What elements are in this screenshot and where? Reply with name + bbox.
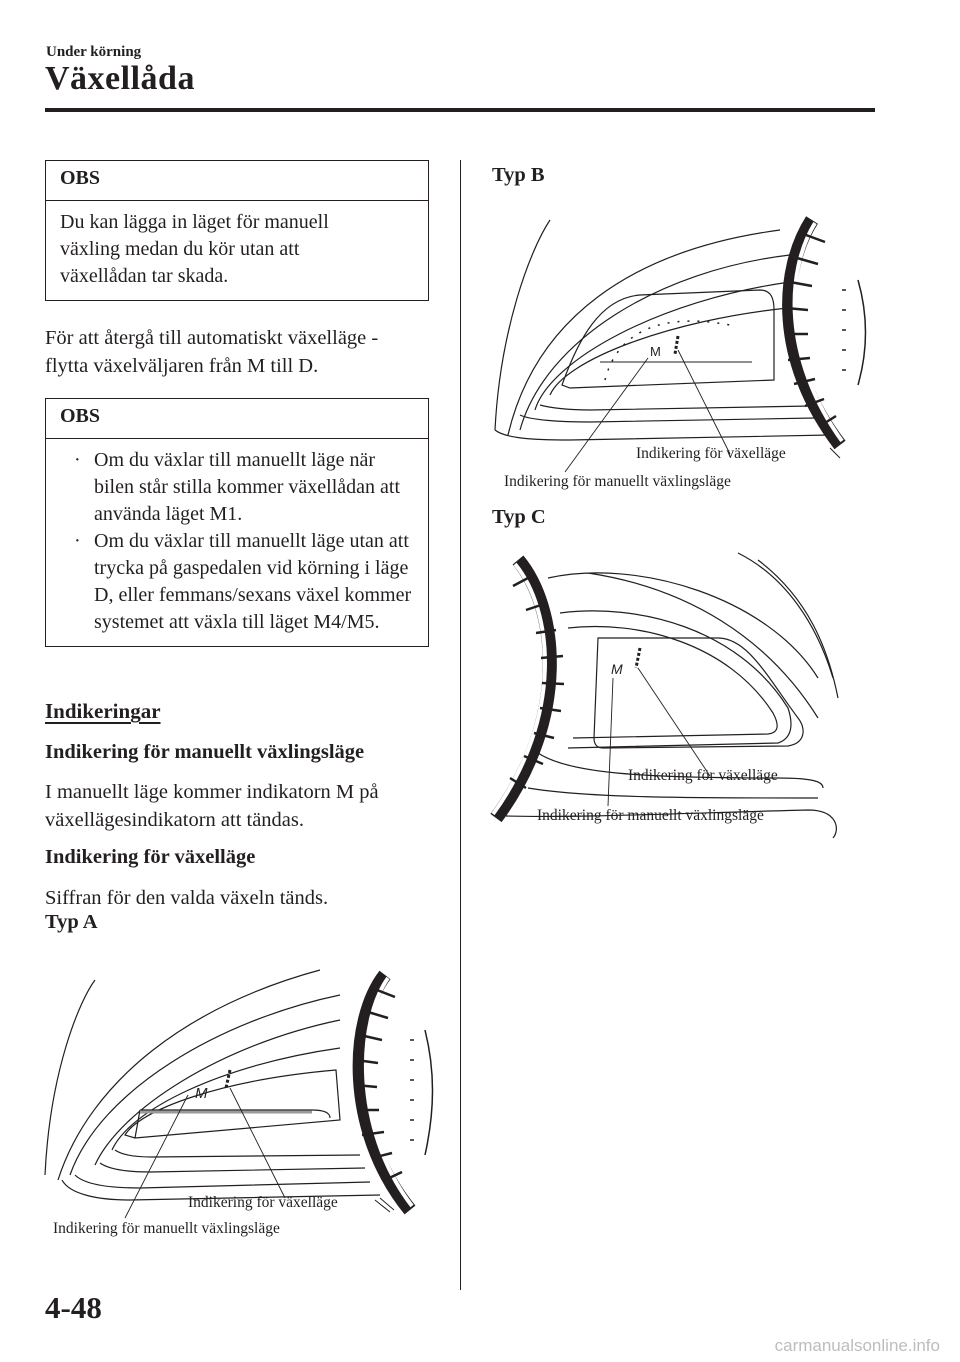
figure-b-label: Typ B	[492, 164, 545, 186]
figure-c-manual-callout: Indikering för manuellt växlingsläge	[537, 807, 764, 824]
m-glyph: M	[611, 661, 623, 677]
figure-c-gear-callout: Indikering för växelläge	[628, 767, 778, 784]
figure-a-label: Typ A	[45, 911, 98, 933]
bullet-dot: ·	[74, 530, 81, 552]
figure-b-gear-callout: Indikering för växelläge	[636, 445, 786, 462]
return-paragraph: För att återgå till automatiskt växelläge - flytta växelväljaren från M till D.	[45, 327, 379, 377]
indicators-heading: Indikeringar	[45, 699, 161, 723]
figure-b-cluster	[490, 210, 890, 460]
title-rule	[45, 108, 875, 112]
m-glyph: M	[195, 1085, 208, 1102]
obs-bullet-list	[46, 439, 428, 646]
obs-bullet	[60, 447, 414, 528]
page-number: 4-48	[45, 1290, 102, 1325]
manual-indicator-heading: Indikering för manuellt växlingsläge	[45, 741, 365, 763]
figure-c-cluster	[488, 548, 888, 848]
figure-c-label: Typ C	[492, 506, 546, 528]
section-label: Under körning	[46, 44, 142, 60]
obs-bullet-text: Om du växlar till manuellt läge utan att trycka på gaspedalen vid körning i läge D, eller femmans/sexans växel kommer systemet att växla till läget M4/M5.	[94, 530, 412, 633]
bullet-dot: ·	[74, 449, 81, 471]
gear-indicator-text: Siffran för den valda växeln tänds.	[45, 887, 329, 909]
obs-box-2	[45, 398, 429, 647]
obs-heading: OBS	[46, 161, 428, 201]
figure-a-gear-callout: Indikering för växelläge	[188, 1194, 338, 1211]
column-divider	[460, 160, 461, 1290]
page-title: Växellåda	[45, 60, 195, 97]
obs-bullet	[60, 528, 414, 636]
gear-indicator-heading: Indikering för växelläge	[45, 846, 256, 868]
m-glyph: M	[650, 344, 661, 359]
obs-heading: OBS	[46, 399, 428, 439]
manual-indicator-text: I manuellt läge kommer indikatorn M på växellägesindikatorn att tändas.	[45, 781, 379, 831]
figure-a-manual-callout: Indikering för manuellt växlingsläge	[53, 1220, 280, 1237]
watermark: carmanualsonline.info	[774, 1336, 940, 1355]
obs-text: Du kan lägga in läget för manuell växling medan du kör utan att växellådan tar skada.	[60, 211, 329, 287]
obs-bullet-text: Om du växlar till manuellt läge när bilen står stilla kommer växellådan att använda läget M1.	[94, 449, 401, 525]
figure-b-manual-callout: Indikering för manuellt växlingsläge	[504, 473, 731, 490]
obs-box-1	[45, 160, 429, 301]
